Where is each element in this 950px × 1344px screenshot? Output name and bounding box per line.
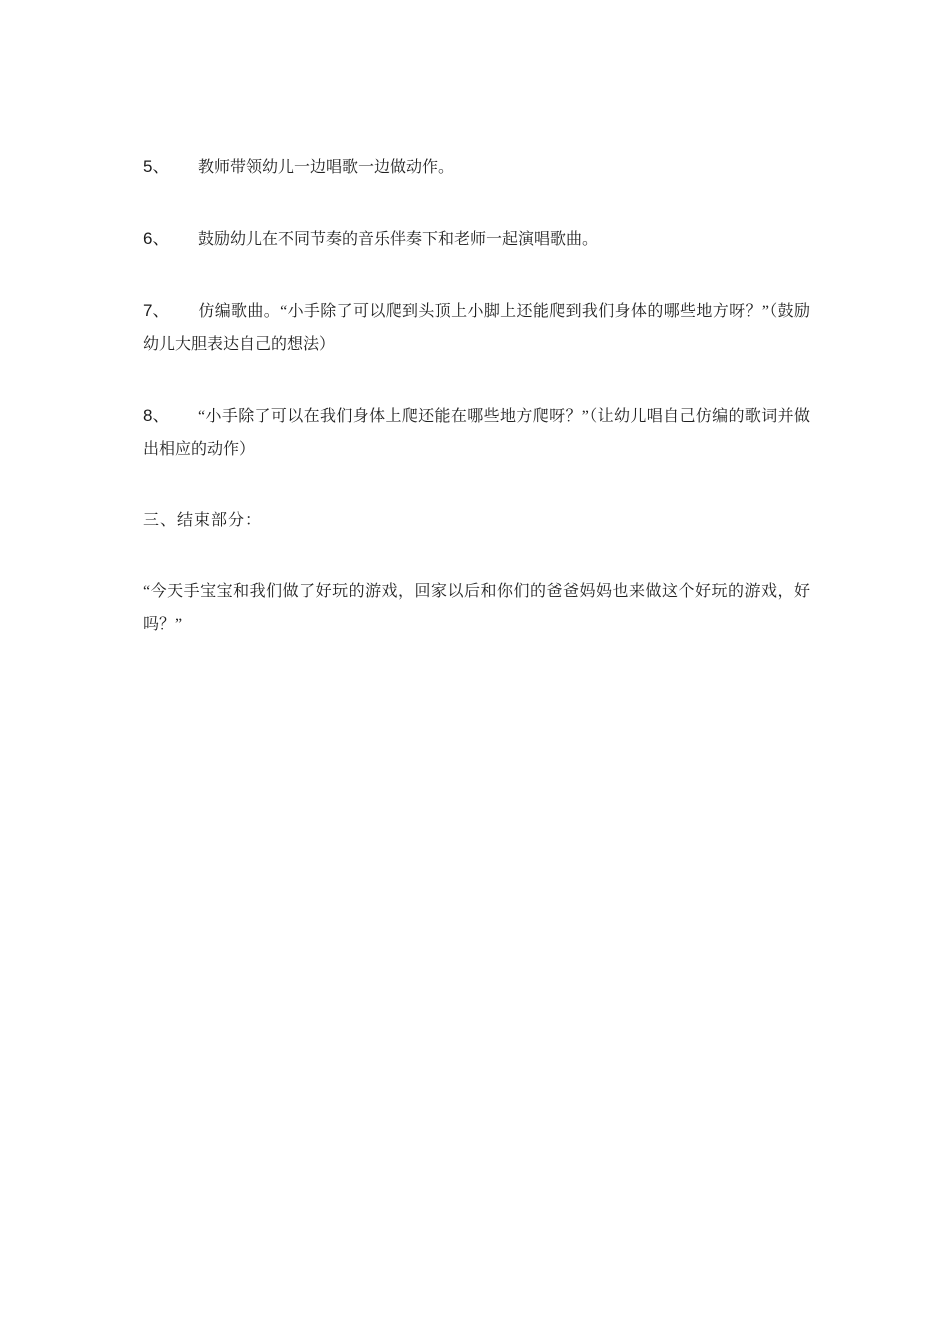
list-item-7-number: 7、 xyxy=(143,301,170,320)
section-heading: 三、结束部分： xyxy=(143,512,263,529)
list-item-7 xyxy=(143,294,810,361)
list-item-6-text: 鼓励幼儿在不同节奏的音乐伴奏下和老师一起演唱歌曲。 xyxy=(198,231,599,248)
document-content xyxy=(0,0,950,641)
list-item-7-text: 仿编歌曲。“小手除了可以爬到头顶上小脚上还能爬到我们身体的哪些地方呀？”（鼓励幼儿大胆表达自己的想法） xyxy=(143,303,810,353)
list-item-5-text: 教师带领幼儿一边唱歌一边做动作。 xyxy=(198,159,455,176)
list-item-6-number: 6、 xyxy=(143,229,170,248)
list-item-8 xyxy=(143,399,810,466)
list-item-8-text: “小手除了可以在我们身体上爬还能在哪些地方爬呀？”（让幼儿唱自己仿编的歌词并做出相应的动作） xyxy=(143,408,810,458)
list-item-6 xyxy=(143,222,810,256)
list-item-5-number: 5、 xyxy=(143,157,170,176)
closing-paragraph: “今天手宝宝和我们做了好玩的游戏，回家以后和你们的爸爸妈妈也来做这个好玩的游戏，好吗？” xyxy=(143,583,810,633)
list-item-5 xyxy=(143,150,810,184)
list-item-8-number: 8、 xyxy=(143,406,170,425)
